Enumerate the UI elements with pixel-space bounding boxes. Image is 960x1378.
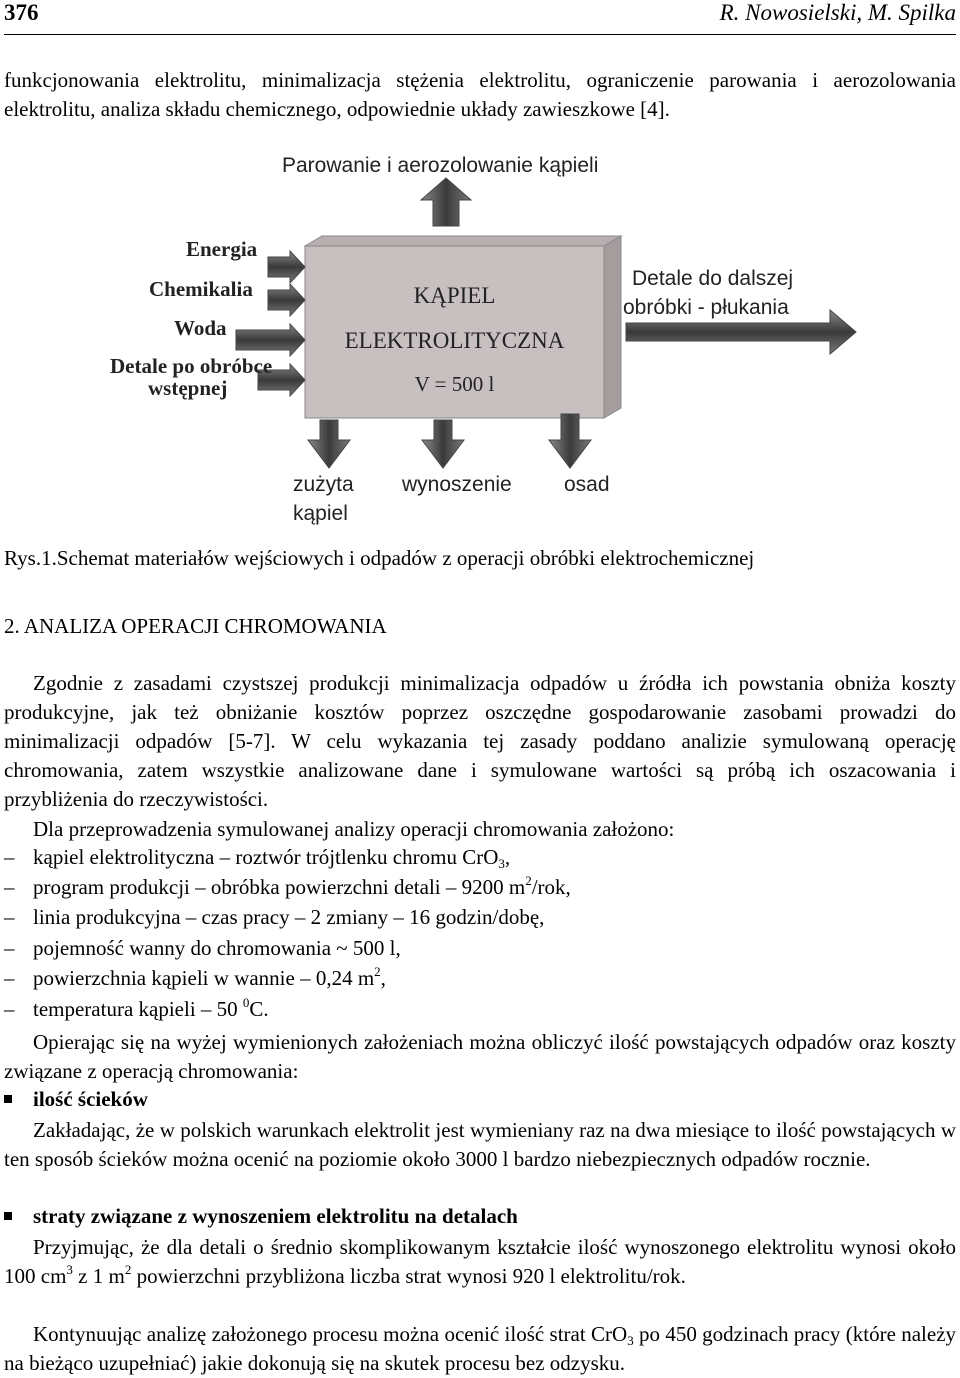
section-title: 2. ANALIZA OPERACJI CHROMOWANIA bbox=[4, 614, 387, 638]
arrow-output-wynoszenie bbox=[422, 420, 464, 468]
box-title-line1: KĄPIEL bbox=[413, 283, 496, 308]
paragraph-5: Przyjmując, że dla detali o średnio skomplikowanym kształcie ilość wynoszonego elektrolitu wynosi około 100 $cm^3$ z 1 $m^2$ powierzchni przybliżona liczba strat wynosi 920 l elektrolitu/rok. bbox=[4, 1235, 956, 1288]
arrow-top-evaporation bbox=[421, 178, 471, 226]
box-volume: V = 500 l bbox=[414, 372, 495, 396]
bullet-square-icon bbox=[4, 1212, 12, 1220]
intro-paragraph: funkcjonowania elektrolitu, minimalizacja stężenia elektrolitu, ograniczenie parowania i aerozolowania elektrolitu, analiza składu chemicznego, odpowiednie układy zawieszkowe [4]. bbox=[4, 68, 956, 121]
process-diagram bbox=[0, 140, 960, 540]
label-output-zuzyta-2: kąpiel bbox=[293, 502, 348, 525]
arrow-input-energia bbox=[268, 251, 305, 283]
label-evaporation: Parowanie i aerozolowanie kąpieli bbox=[282, 154, 599, 177]
arrow-output-zuzyta bbox=[308, 420, 350, 468]
label-input-woda: Woda bbox=[174, 316, 227, 340]
header-rule bbox=[4, 34, 956, 35]
label-output-wynoszenie: wynoszenie bbox=[402, 473, 512, 496]
paragraph-2: Dla przeprowadzenia symulowanej analizy operacji chromowania założono: bbox=[33, 817, 675, 841]
label-input-detale: Detale po obróbce bbox=[110, 354, 273, 378]
label-input-energia: Energia bbox=[186, 237, 258, 261]
paragraph-1: Zgodnie z zasadami czystszej produkcji minimalizacja odpadów u źródła ich powstania obniża koszty produkcyjne, jak też obniżanie kosztów poprzez oszczędne gospodarowanie zasobami prowadzi do minimalizacji odpadów [5-7]. W celu wykazania tej zasady poddano analizie symulowaną operację chromowania, zatem wszystkie analizowane dane i symulowane wartości są próbą ich oszacowania i przybliżenia do rzeczywistości. bbox=[4, 671, 956, 811]
label-output-osad: osad bbox=[564, 473, 610, 496]
label-output-right-2: obróbki - płukania bbox=[623, 296, 789, 319]
arrow-input-woda bbox=[236, 324, 305, 356]
arrow-output-osad bbox=[549, 414, 591, 468]
label-output-zuzyta-1: zużyta bbox=[293, 473, 354, 496]
label-input-chemikalia: Chemikalia bbox=[149, 277, 253, 301]
label-output-right-1: Detale do dalszej bbox=[632, 267, 794, 290]
bullet-square-icon bbox=[4, 1095, 12, 1103]
box-top-face bbox=[305, 236, 621, 246]
running-authors: R. Nowosielski, M. Spilka bbox=[719, 0, 956, 25]
paragraph-4: Zakładając, że w polskich warunkach elektrolit jest wymieniany raz na dwa miesiące to ilość powstających w ten sposób ścieków można ocenić na poziomie około 3000 l bardzo niebezpiecznych odpadów rocznie. bbox=[4, 1118, 956, 1171]
running-header bbox=[4, 0, 956, 30]
box-side-face bbox=[604, 236, 621, 418]
label-input-wstepnej: wstępnej bbox=[148, 376, 228, 400]
arrow-input-chemikalia bbox=[268, 284, 305, 316]
page-number: 376 bbox=[4, 0, 39, 25]
paragraph-6: Kontynuując analizę założonego procesu można ocenić ilość strat CrO$_3$ po 450 godzinach pracy (które należy na bieżąco uzupełniać) jakie dokonują się na skutek procesu bez odzysku. bbox=[4, 1322, 957, 1375]
paragraph-3: Opierając się na wyżej wymienionych założeniach można obliczyć ilość powstających odpadów oraz koszty związane z operacją chromowania: bbox=[4, 1030, 956, 1083]
figure-caption: Rys.1.Schemat materiałów wejściowych i odpadów z operacji obróbki elektrochemicznej bbox=[4, 546, 755, 570]
box-title-line2: ELEKTROLITYCZNA bbox=[344, 328, 565, 353]
